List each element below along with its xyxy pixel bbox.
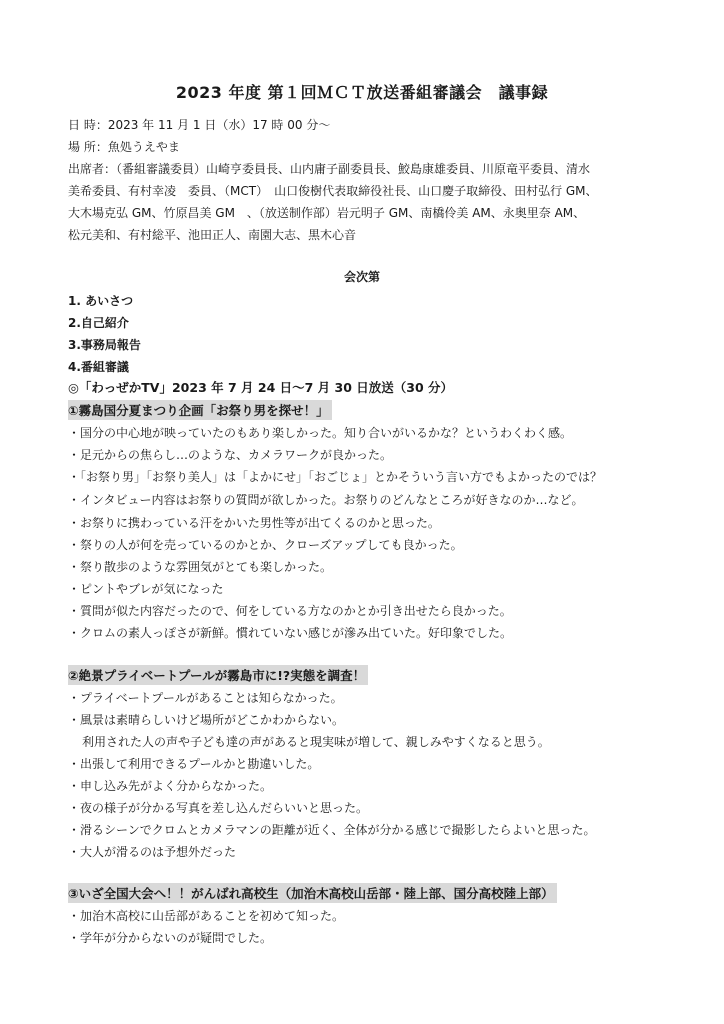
comment-item: ・質問が似た内容だったので、何をしている方なのかとか引き出せたら良かった。 — [68, 604, 512, 618]
comment-item: ・プライベートプールがあることは知らなかった。 — [68, 691, 343, 705]
comment-item: ・足元からの焦らし…のような、カメラワークが良かった。 — [68, 448, 393, 462]
agenda-item: 1. あいさつ — [68, 294, 134, 308]
comment-item: ・ピントやブレが気になった — [68, 582, 224, 596]
segment-heading: ①霧島国分夏まつり企画「お祭り男を探せ！」 — [68, 400, 332, 420]
comment-item: ・祭り散歩のような雰囲気がとても楽しかった。 — [68, 560, 333, 574]
comment-item: ・風景は素晴らしいけど場所がどこかわからない。 — [68, 713, 345, 727]
meeting-place: 場 所：魚処うえやま — [68, 140, 180, 154]
comment-item: ・滑るシーンでクロムとカメラマンの距離が近く、全体が分かる感じで撮影したらよいと思った。 — [68, 823, 596, 837]
attendees-line: 大木場克弘 GM、竹原昌美 GM 、（放送制作部）岩元明子 GM、南橋伶美 AM、永奥里奈 AM、 — [68, 206, 586, 220]
attendees-line: 美希委員、有村幸凌 委員、（MCT） 山口俊樹代表取締役社長、山口慶子取締役、田村弘行 GM、 — [68, 184, 598, 198]
comment-item: ・夜の様子が分かる写真を差し込んだらいいと思った。 — [68, 801, 369, 815]
segment-heading: ③いざ全国大会へ！！がんばれ高校生（加治木高校山岳部・陸上部、国分高校陸上部） — [68, 883, 557, 903]
comment-item: ・申し込み先がよく分からなかった。 — [68, 779, 273, 793]
comment-item: ・出張して利用できるプールかと勘違いした。 — [68, 757, 320, 771]
comment-item: ・大人が滑るのは予想外だった — [68, 845, 237, 859]
segment-heading: ②絶景プライベートプールが霧島市に!?実態を調査！ — [68, 665, 368, 685]
meeting-date: 日 時：2023 年 11 月 1 日（水）17 時 00 分～ — [68, 118, 331, 132]
agenda-item: 2.自己紹介 — [68, 316, 129, 330]
comment-item: ・インタビュー内容はお祭りの質問が欲しかった。お祭りのどんなところが好きなのか…など。 — [68, 493, 584, 507]
document-title: 2023 年度 第１回ＭＣＴ放送番組審議会 議事録 — [175, 83, 549, 102]
comment-item: ・学年が分からないのが疑問でした。 — [68, 931, 273, 945]
comment-item: ・「お祭り男」「お祭り美人」は「よかにせ」「おごじょ」とかそういう言い方でもよかったのでは？ — [68, 470, 603, 484]
comment-item: ・国分の中心地が映っていたのもあり楽しかった。知り合いがいるかな？というわくわく感。 — [68, 426, 573, 440]
comment-item: ・祭りの人が何を売っているのかとか、クローズアップしても良かった。 — [68, 538, 463, 552]
agenda-item: 4.番組審議 — [68, 360, 129, 374]
program-heading: ◎「わっぜかTV」2023 年 7 月 24 日～7 月 30 日放送（30 分） — [68, 380, 454, 395]
comment-item: 利用された人の声や子ども達の声があると現実味が増して、親しみやすくなると思う。 — [82, 735, 550, 749]
comment-item: ・加治木高校に山岳部があることを初めて知った。 — [68, 909, 345, 923]
attendees-line: 出席者：（番組審議委員）山崎亨委員長、山内庸子副委員長、鮫島康雄委員、川原竜平委員、清水 — [68, 162, 591, 176]
agenda-item: 3.事務局報告 — [68, 338, 141, 352]
attendees-line: 松元美和、有村総平、池田正人、南園大志、黒木心音 — [68, 228, 357, 242]
comment-item: ・クロムの素人っぽさが新鮮。慣れていない感じが滲み出ていた。好印象でした。 — [68, 626, 513, 640]
agenda-title: 会次第 — [343, 270, 380, 284]
comment-item: ・お祭りに携わっている汗をかいた男性等が出てくるのかと思った。 — [68, 516, 440, 530]
